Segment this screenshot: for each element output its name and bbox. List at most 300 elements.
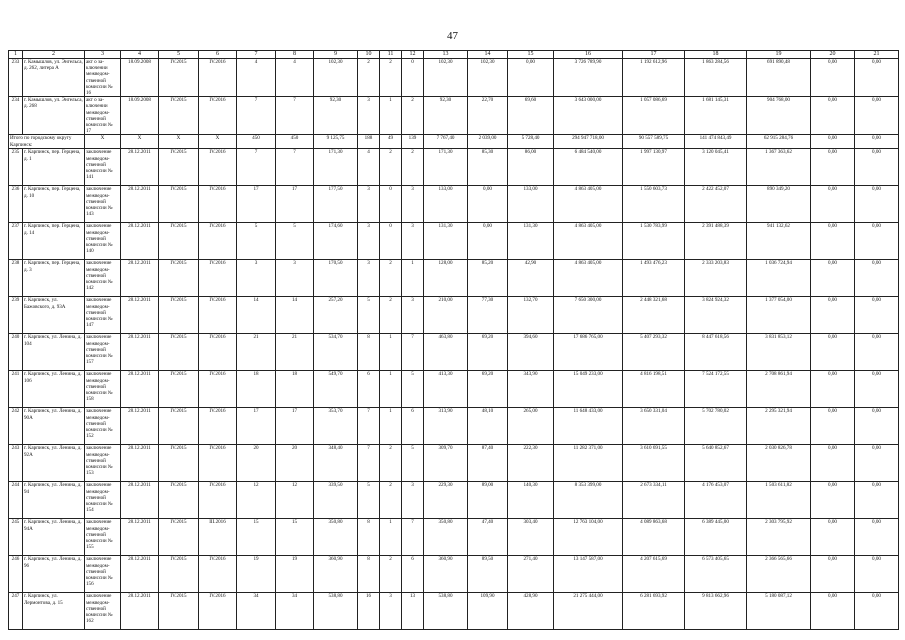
table-cell: 0,00: [811, 482, 855, 519]
table-cell: 171,30: [424, 149, 468, 186]
table-row: [9, 519, 899, 556]
subtotal-row: [9, 135, 899, 149]
table-cell: 0,00: [811, 371, 855, 408]
table-cell: X: [159, 135, 199, 149]
table-cell: 294 947 718,00: [554, 135, 623, 149]
table-cell: 7: [358, 408, 380, 445]
table-cell: 7: [237, 51, 276, 59]
table-cell: IV.2016: [199, 297, 237, 334]
table-cell: 271,40: [508, 556, 554, 593]
table-cell: 0,00: [811, 593, 855, 630]
table-cell: 4 863 405,00: [554, 260, 623, 297]
table-cell: 141 474 843,49: [685, 135, 747, 149]
table-cell: 28.12.2011: [121, 445, 159, 482]
table-cell: 28.12.2011: [121, 371, 159, 408]
table-row: [9, 334, 899, 371]
table-cell: заключение межведом-ственной комиссии № 162: [85, 593, 121, 630]
table-cell: 77,30: [468, 297, 508, 334]
table-cell: 890 349,20: [747, 186, 811, 223]
table-cell: 86,00: [508, 149, 554, 186]
table-cell: 28.12.2011: [121, 260, 159, 297]
table-cell: 177,50: [314, 186, 358, 223]
table-cell: 303,40: [508, 519, 554, 556]
table-cell: 1 530 783,99: [623, 223, 685, 260]
table-cell: 5 407 293,32: [623, 334, 685, 371]
table-cell: 2: [380, 482, 402, 519]
table-cell: 7 524 172,55: [685, 371, 747, 408]
table-cell: 463,80: [424, 334, 468, 371]
table-cell: 3: [358, 97, 380, 135]
table-cell: 13 147 587,00: [554, 556, 623, 593]
table-cell: г. Карпинск, пер. Герцена, д. 3: [23, 260, 85, 297]
table-cell: IV.2015: [159, 260, 199, 297]
table-cell: г. Карпинск, пер. Герцена, д. 1: [23, 149, 85, 186]
table-cell: 0,00: [855, 135, 899, 149]
table-cell: 28.12.2011: [121, 223, 159, 260]
table-cell: 28.12.2011: [121, 149, 159, 186]
table-cell: 2 295 321,94: [747, 408, 811, 445]
table-cell: IV.2016: [199, 59, 237, 97]
table-cell: IV.2016: [199, 593, 237, 630]
table-cell: 0,00: [811, 408, 855, 445]
table-cell: 0: [380, 186, 402, 223]
table-cell: 2: [380, 297, 402, 334]
table-cell: 131,30: [424, 223, 468, 260]
table-cell: 0,00: [811, 59, 855, 97]
table-cell: 1: [380, 371, 402, 408]
table-cell: 2 448 321,68: [623, 297, 685, 334]
table-cell: 2: [402, 97, 424, 135]
table-cell: 1 681 145,31: [685, 97, 747, 135]
table-cell: 7: [276, 149, 314, 186]
table-cell: IV.2016: [199, 97, 237, 135]
table-cell: 1: [402, 260, 424, 297]
table-cell: 247: [9, 593, 23, 630]
table-cell: 17: [237, 186, 276, 223]
table-cell: 7: [237, 149, 276, 186]
table-cell: 0,00: [855, 445, 899, 482]
table-cell: г. Карпинск, пер. Герцена, д. 10: [23, 186, 85, 223]
table-cell: 6: [199, 51, 237, 59]
table-cell: 2 391 488,39: [685, 223, 747, 260]
table-cell: 14: [468, 51, 508, 59]
table-cell: г. Карпинск, ул. Бажовского, д. 93А: [23, 297, 85, 334]
table-cell: г. Карпинск, ул. Ленина, д. 92А: [23, 445, 85, 482]
table-cell: IV.2016: [199, 334, 237, 371]
table-cell: 0,00: [855, 297, 899, 334]
table-cell: 233: [9, 59, 23, 97]
table-cell: 19: [276, 556, 314, 593]
table-cell: 2: [402, 149, 424, 186]
table-cell: акт о за-ключении межведом-ственной комиссии № 16: [85, 59, 121, 97]
table-cell: 174,60: [314, 223, 358, 260]
table-cell: 0,00: [811, 186, 855, 223]
table-cell: IV.2015: [159, 59, 199, 97]
table-cell: 11 648 433,00: [554, 408, 623, 445]
table-cell: 5 180 087,12: [747, 593, 811, 630]
table-cell: 47,40: [468, 519, 508, 556]
table-cell: заключение межведом-ственной комиссии № 152: [85, 408, 121, 445]
table-cell: 0: [380, 223, 402, 260]
table-cell: 2 039,00: [468, 135, 508, 149]
table-cell: 2 708 861,94: [747, 371, 811, 408]
table-cell: 42,90: [508, 260, 554, 297]
table-cell: 7 650 300,00: [554, 297, 623, 334]
table-cell: 2: [380, 445, 402, 482]
table-cell: 12 763 104,00: [554, 519, 623, 556]
table-cell: 3: [358, 186, 380, 223]
table-cell: 28.12.2011: [121, 297, 159, 334]
table-cell: 538,80: [314, 593, 358, 630]
table-cell: 2: [358, 59, 380, 97]
table-cell: 2: [380, 59, 402, 97]
table-cell: 13: [402, 593, 424, 630]
table-cell: 1 036 724,94: [747, 260, 811, 297]
table-cell: IV.2016: [199, 186, 237, 223]
table-cell: 5: [237, 223, 276, 260]
table-cell: 4: [358, 149, 380, 186]
table-cell: 450: [237, 135, 276, 149]
table-cell: 7: [402, 334, 424, 371]
table-cell: 4 207 615,69: [623, 556, 685, 593]
table-cell: 4 089 863,68: [623, 519, 685, 556]
table-cell: 2 030 826,78: [747, 445, 811, 482]
table-cell: IV.2015: [159, 593, 199, 630]
table-cell: г. Карпинск, ул. Ленина, д. 90А: [23, 408, 85, 445]
table-cell: IV.2015: [159, 371, 199, 408]
table-cell: 0,00: [811, 519, 855, 556]
table-cell: 28.12.2011: [121, 593, 159, 630]
table-cell: 5 640 852,67: [685, 445, 747, 482]
table-cell: 15: [237, 519, 276, 556]
table-cell: 242: [9, 408, 23, 445]
table-cell: заключение межведом-ственной комиссии № 153: [85, 445, 121, 482]
table-cell: 0,00: [855, 519, 899, 556]
table-cell: 353,70: [314, 408, 358, 445]
table-cell: 8 353 399,00: [554, 482, 623, 519]
table-cell: 89,00: [468, 482, 508, 519]
table-cell: 238: [9, 260, 23, 297]
table-cell: 265,00: [508, 408, 554, 445]
table-cell: 2 422 452,07: [685, 186, 747, 223]
table-cell: 17 686 765,00: [554, 334, 623, 371]
table-cell: 5: [358, 297, 380, 334]
table-cell: 28.12.2011: [121, 556, 159, 593]
table-cell: 3: [402, 297, 424, 334]
table-cell: 62 915 284,76: [747, 135, 811, 149]
table-cell: 309,70: [424, 445, 468, 482]
table-cell: 1 493 476,23: [623, 260, 685, 297]
table-cell: г. Карпинск, ул. Ленина, д. 106: [23, 371, 85, 408]
table-cell: г. Карпинск, ул. Ленина, д. 104: [23, 334, 85, 371]
table-cell: 18: [237, 371, 276, 408]
table-cell: 102,30: [424, 59, 468, 97]
table-cell: 241: [9, 371, 23, 408]
table-cell: 413,30: [424, 371, 468, 408]
table-cell: 6 484 540,00: [554, 149, 623, 186]
table-cell: 240: [9, 334, 23, 371]
table-cell: 21: [276, 334, 314, 371]
table-cell: 0,00: [811, 445, 855, 482]
table-cell: 1 377 054,00: [747, 297, 811, 334]
table-cell: 3 824 924,32: [685, 297, 747, 334]
table-cell: 11 282 371,00: [554, 445, 623, 482]
table-cell: заключение межведом-ственной комиссии № 157: [85, 334, 121, 371]
table-cell: 350,80: [314, 519, 358, 556]
table-cell: 85,20: [468, 260, 508, 297]
table-cell: IV.2015: [159, 223, 199, 260]
table-cell: 6 389 445,00: [685, 519, 747, 556]
table-cell: IV.2015: [159, 408, 199, 445]
table-cell: 0,00: [811, 556, 855, 593]
table-cell: заключение межведом-ственной комиссии № 143: [85, 186, 121, 223]
table-cell: 3 120 045,41: [685, 149, 747, 186]
table-cell: 3 650 331,04: [623, 408, 685, 445]
table-cell: 139: [402, 135, 424, 149]
table-cell: 3: [380, 593, 402, 630]
table-cell: 313,90: [424, 408, 468, 445]
table-cell: IV.2015: [159, 186, 199, 223]
table-cell: 8: [276, 51, 314, 59]
table-cell: X: [121, 135, 159, 149]
table-cell: 18.09.2008: [121, 97, 159, 135]
table-cell: 20: [811, 51, 855, 59]
table-cell: 5: [276, 223, 314, 260]
table-cell: 1 503 611,82: [747, 482, 811, 519]
table-cell: 0,00: [811, 223, 855, 260]
table-cell: 3: [402, 223, 424, 260]
table-cell: 188: [358, 135, 380, 149]
table-cell: 0,00: [855, 334, 899, 371]
table-cell: 8: [358, 334, 380, 371]
table-cell: 1 997 130,97: [623, 149, 685, 186]
table-row: [9, 482, 899, 519]
table-cell: 6: [402, 556, 424, 593]
table-cell: 0,00: [855, 59, 899, 97]
table-cell: 257,20: [314, 297, 358, 334]
table-cell: 549,70: [314, 371, 358, 408]
table-cell: 17: [623, 51, 685, 59]
table-cell: 3: [402, 186, 424, 223]
table-cell: 2 366 565,66: [747, 556, 811, 593]
table-cell: 1: [380, 408, 402, 445]
table-cell: 133,00: [508, 186, 554, 223]
table-cell: 5: [159, 51, 199, 59]
table-cell: 1: [9, 51, 23, 59]
table-cell: 18: [276, 371, 314, 408]
table-cell: 1: [380, 334, 402, 371]
table-cell: 12: [402, 51, 424, 59]
table-cell: г. Карпинск, ул. Ленина, д. 94: [23, 482, 85, 519]
table-cell: IV.2016: [199, 482, 237, 519]
table-cell: 1 192 612,96: [623, 59, 685, 97]
table-cell: 92,30: [314, 97, 358, 135]
table-cell: 8 447 618,56: [685, 334, 747, 371]
table-cell: 15 049 233,00: [554, 371, 623, 408]
table-cell: 8: [358, 556, 380, 593]
table-cell: 3: [358, 223, 380, 260]
table-cell: 48,10: [468, 408, 508, 445]
table-cell: 6: [402, 408, 424, 445]
table-cell: 102,30: [468, 59, 508, 97]
table-cell: 69,20: [468, 334, 508, 371]
table-cell: 245: [9, 519, 23, 556]
table-cell: 6 573 405,65: [685, 556, 747, 593]
table-cell: 0,00: [855, 408, 899, 445]
table-cell: 170,50: [314, 260, 358, 297]
table-cell: г. Карпинск, пер. Герцена, д. 14: [23, 223, 85, 260]
table-cell: 0,00: [855, 556, 899, 593]
table-cell: 0,00: [855, 593, 899, 630]
table-cell: 394,60: [508, 334, 554, 371]
table-row: [9, 445, 899, 482]
table-cell: 7 767,40: [424, 135, 468, 149]
table-cell: 2 333 203,83: [685, 260, 747, 297]
table-cell: 2: [380, 149, 402, 186]
table-cell: 17: [276, 408, 314, 445]
table-row: [9, 186, 899, 223]
table-cell: 0,00: [855, 371, 899, 408]
table-cell: 0,00: [811, 297, 855, 334]
table-cell: IV.2015: [159, 297, 199, 334]
table-cell: IV.2016: [199, 223, 237, 260]
table-cell: IV.2015: [159, 519, 199, 556]
table-cell: 343,90: [508, 371, 554, 408]
table-cell: 17: [237, 408, 276, 445]
table-row: [9, 556, 899, 593]
table-cell: 20: [237, 445, 276, 482]
table-cell: г. Карпинск, ул. Лермонтова, д. 15: [23, 593, 85, 630]
table-cell: 21: [237, 334, 276, 371]
table-cell: 9 125,75: [314, 135, 358, 149]
table-cell: IV.2015: [159, 445, 199, 482]
table-cell: г. Карпинск, ул. Ленина, д. 96: [23, 556, 85, 593]
table-cell: 18: [685, 51, 747, 59]
table-row: [9, 593, 899, 630]
table-cell: 3 726 789,90: [554, 59, 623, 97]
table-cell: 239: [9, 297, 23, 334]
table-cell: 14: [237, 297, 276, 334]
table-cell: 0,00: [468, 186, 508, 223]
table-cell: 2: [380, 260, 402, 297]
table-cell: 3 610 691,55: [623, 445, 685, 482]
table-cell: 904 768,00: [747, 97, 811, 135]
table-cell: 0,00: [811, 135, 855, 149]
table-cell: 0,00: [855, 482, 899, 519]
table-cell: 19: [747, 51, 811, 59]
table-cell: 3 831 853,12: [747, 334, 811, 371]
table-cell: заключение межведом-ственной комиссии № 158: [85, 371, 121, 408]
table-cell: заключение межведом-ственной комиссии № 140: [85, 223, 121, 260]
table-cell: 7: [358, 445, 380, 482]
table-cell: 0,00: [811, 260, 855, 297]
table-cell: 243: [9, 445, 23, 482]
table-cell: 3: [402, 482, 424, 519]
table-cell: 2: [380, 556, 402, 593]
table-cell: 428,90: [508, 593, 554, 630]
table-cell: г. Камышлов, ул. Энгельса, д. 268: [23, 97, 85, 135]
table-cell: 4 863 405,00: [554, 223, 623, 260]
table-cell: 21: [855, 51, 899, 59]
table-cell: 171,30: [314, 149, 358, 186]
table-row: [9, 260, 899, 297]
table-cell: заключение межведом-ственной комиссии № 155: [85, 519, 121, 556]
table-cell: 92,30: [424, 97, 468, 135]
table-cell: 4 176 453,07: [685, 482, 747, 519]
table-cell: IV.2016: [199, 556, 237, 593]
table-cell: 6: [358, 371, 380, 408]
table-cell: 691 890,48: [747, 59, 811, 97]
table-cell: 15: [276, 519, 314, 556]
table-cell: 0,00: [508, 59, 554, 97]
table-cell: 69,60: [508, 97, 554, 135]
table-cell: 229,30: [424, 482, 468, 519]
table-cell: 4: [276, 59, 314, 97]
table-cell: 89,50: [468, 556, 508, 593]
table-cell: 34: [276, 593, 314, 630]
table-cell: 131,30: [508, 223, 554, 260]
table-row: [9, 59, 899, 97]
table-cell: заключение межведом-ственной комиссии № 154: [85, 482, 121, 519]
table-cell: 3: [85, 51, 121, 59]
table-cell: 132,70: [508, 297, 554, 334]
table-cell: 8: [358, 519, 380, 556]
table-cell: 1 550 603,73: [623, 186, 685, 223]
table-cell: IV.2015: [159, 97, 199, 135]
column-number-header: [9, 51, 899, 59]
table-cell: 2 673 334,11: [623, 482, 685, 519]
table-cell: 360,90: [424, 556, 468, 593]
table-cell: 69,20: [468, 371, 508, 408]
table-cell: 1: [380, 97, 402, 135]
table-cell: заключение межведом-ственной комиссии № 156: [85, 556, 121, 593]
table-cell: 0,00: [811, 334, 855, 371]
table-row: [9, 223, 899, 260]
table-cell: 0,00: [811, 97, 855, 135]
table-cell: заключение межведом-ственной комиссии № 142: [85, 260, 121, 297]
table-cell: 1 863 284,56: [685, 59, 747, 97]
table-cell: 34: [237, 593, 276, 630]
table-cell: 21 275 444,00: [554, 593, 623, 630]
table-cell: 12: [237, 482, 276, 519]
table-cell: 3: [276, 260, 314, 297]
table-cell: акт о за-ключении межведом-ственной комиссии № 17: [85, 97, 121, 135]
table-cell: X: [199, 135, 237, 149]
table-cell: 28.12.2011: [121, 408, 159, 445]
table-cell: 7: [276, 97, 314, 135]
table-cell: 7: [402, 519, 424, 556]
table-cell: 339,50: [314, 482, 358, 519]
table-cell: IV.2015: [159, 482, 199, 519]
table-cell: IV.2016: [199, 445, 237, 482]
table-cell: IV.2015: [159, 149, 199, 186]
table-cell: 20: [276, 445, 314, 482]
table-cell: 17: [276, 186, 314, 223]
table-cell: IV.2015: [159, 334, 199, 371]
table-cell: 22,70: [468, 97, 508, 135]
table-cell: заключение межведом-ственной комиссии № 141: [85, 149, 121, 186]
table-cell: 10: [358, 51, 380, 59]
table-cell: 0,00: [855, 260, 899, 297]
table-cell: 102,30: [314, 59, 358, 97]
table-cell: 12: [276, 482, 314, 519]
table-cell: 534,70: [314, 334, 358, 371]
table-cell: 3: [358, 260, 380, 297]
table-cell: 19: [237, 556, 276, 593]
table-cell: 7: [237, 97, 276, 135]
table-cell: 28.12.2011: [121, 334, 159, 371]
table-cell: 210,00: [424, 297, 468, 334]
